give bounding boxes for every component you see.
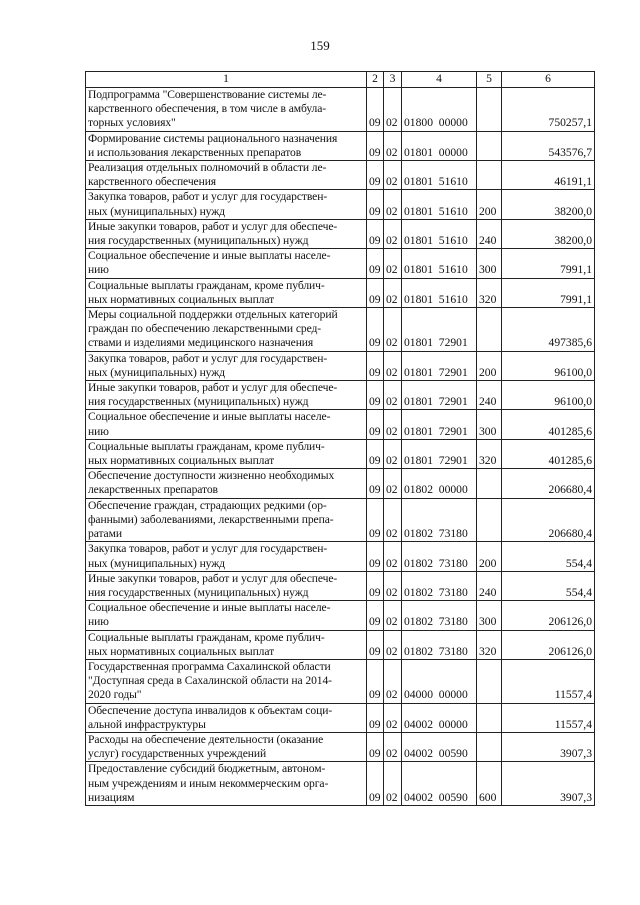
item-name: Обеспечение граждан, страдающих редкими (ор- фанными) заболеваниями, лекарственными препа- ратами: [86, 498, 367, 542]
column-header-5: 5: [477, 72, 502, 88]
item-name: Социальные выплаты гражданам, кроме публич- ных нормативных социальных выплат: [86, 630, 367, 659]
expense-type-code: [477, 469, 502, 498]
target-article-code: 01802 73180: [402, 498, 477, 542]
item-name: Социальное обеспечение и иные выплаты населе- нию: [86, 249, 367, 278]
amount: 7991,1: [502, 278, 595, 307]
subsection-code: 02: [384, 630, 402, 659]
target-article-code: 01802 00000: [402, 469, 477, 498]
item-name: Закупка товаров, работ и услуг для государствен- ных (муниципальных) нужд: [86, 190, 367, 219]
section-code: 09: [367, 278, 384, 307]
target-article-code: 01801 51610: [402, 249, 477, 278]
subsection-code: 02: [384, 469, 402, 498]
expense-type-code: [477, 498, 502, 542]
table-row: [86, 219, 595, 248]
amount: 401285,6: [502, 439, 595, 468]
subsection-code: 02: [384, 601, 402, 630]
expense-type-code: 240: [477, 219, 502, 248]
amount: 38200,0: [502, 219, 595, 248]
table-row: [86, 249, 595, 278]
amount: 206126,0: [502, 601, 595, 630]
target-article-code: 01801 72901: [402, 351, 477, 380]
section-code: 09: [367, 351, 384, 380]
column-header-1: 1: [86, 72, 367, 88]
expense-type-code: [477, 88, 502, 132]
amount: 554,4: [502, 571, 595, 600]
subsection-code: 02: [384, 762, 402, 806]
subsection-code: 02: [384, 131, 402, 160]
subsection-code: 02: [384, 410, 402, 439]
subsection-code: 02: [384, 498, 402, 542]
expense-type-code: 600: [477, 762, 502, 806]
subsection-code: 02: [384, 659, 402, 703]
column-header-4: 4: [402, 72, 477, 88]
item-name: Социальное обеспечение и иные выплаты населе- нию: [86, 601, 367, 630]
budget-table: [85, 71, 595, 806]
table-row: [86, 161, 595, 190]
column-header-2: 2: [367, 72, 384, 88]
table-row: [86, 308, 595, 352]
target-article-code: 01802 73180: [402, 542, 477, 571]
table-row: [86, 762, 595, 806]
section-code: 09: [367, 571, 384, 600]
section-code: 09: [367, 703, 384, 732]
amount: 11557,4: [502, 659, 595, 703]
section-code: 09: [367, 469, 384, 498]
subsection-code: 02: [384, 249, 402, 278]
section-code: 09: [367, 630, 384, 659]
table-row: [86, 410, 595, 439]
amount: 206680,4: [502, 498, 595, 542]
item-name: Социальные выплаты гражданам, кроме публич- ных нормативных социальных выплат: [86, 439, 367, 468]
expense-type-code: 320: [477, 630, 502, 659]
target-article-code: 04002 00000: [402, 703, 477, 732]
expense-type-code: [477, 703, 502, 732]
expense-type-code: 300: [477, 249, 502, 278]
expense-type-code: 300: [477, 410, 502, 439]
section-code: 09: [367, 131, 384, 160]
expense-type-code: 300: [477, 601, 502, 630]
target-article-code: 04000 00000: [402, 659, 477, 703]
target-article-code: 01801 51610: [402, 219, 477, 248]
table-row: [86, 88, 595, 132]
amount: 206680,4: [502, 469, 595, 498]
target-article-code: 01801 72901: [402, 308, 477, 352]
item-name: Обеспечение доступности жизненно необходимых лекарственных препаратов: [86, 469, 367, 498]
table-row: [86, 439, 595, 468]
amount: 3907,3: [502, 762, 595, 806]
expense-type-code: [477, 659, 502, 703]
item-name: Предоставление субсидий бюджетным, автоном- ным учреждениям и иным некоммерческим орга- низациям: [86, 762, 367, 806]
table-row: [86, 542, 595, 571]
item-name: Закупка товаров, работ и услуг для государствен- ных (муниципальных) нужд: [86, 351, 367, 380]
section-code: 09: [367, 381, 384, 410]
column-header-6: 6: [502, 72, 595, 88]
subsection-code: 02: [384, 732, 402, 761]
table-row: [86, 732, 595, 761]
item-name: Закупка товаров, работ и услуг для государствен- ных (муниципальных) нужд: [86, 542, 367, 571]
subsection-code: 02: [384, 278, 402, 307]
expense-type-code: [477, 732, 502, 761]
item-name: Иные закупки товаров, работ и услуг для обеспече- ния государственных (муниципальных) нужд: [86, 219, 367, 248]
page-number: 159: [310, 38, 330, 53]
amount: 497385,6: [502, 308, 595, 352]
item-name: Иные закупки товаров, работ и услуг для обеспече- ния государственных (муниципальных) нужд: [86, 381, 367, 410]
section-code: 09: [367, 762, 384, 806]
section-code: 09: [367, 601, 384, 630]
amount: 96100,0: [502, 381, 595, 410]
column-header-3: 3: [384, 72, 402, 88]
amount: 96100,0: [502, 351, 595, 380]
item-name: Подпрограмма "Совершенствование системы ле- карственного обеспечения, в том числе в амбула- торных условиях": [86, 88, 367, 132]
target-article-code: 01800 00000: [402, 88, 477, 132]
table-row: [86, 469, 595, 498]
table-row: [86, 278, 595, 307]
table-row: [86, 131, 595, 160]
subsection-code: 02: [384, 703, 402, 732]
subsection-code: 02: [384, 381, 402, 410]
target-article-code: 01801 72901: [402, 439, 477, 468]
subsection-code: 02: [384, 542, 402, 571]
expense-type-code: 320: [477, 278, 502, 307]
section-code: 09: [367, 410, 384, 439]
expense-type-code: 200: [477, 351, 502, 380]
table-header: [86, 72, 595, 88]
expense-type-code: 240: [477, 381, 502, 410]
subsection-code: 02: [384, 219, 402, 248]
expense-type-code: 200: [477, 542, 502, 571]
target-article-code: 01801 72901: [402, 410, 477, 439]
amount: 206126,0: [502, 630, 595, 659]
item-name: Меры социальной поддержки отдельных категорий граждан по обеспечению лекарственными сред- ствами и изделиями медицинского назначения: [86, 308, 367, 352]
section-code: 09: [367, 439, 384, 468]
subsection-code: 02: [384, 190, 402, 219]
amount: 11557,4: [502, 703, 595, 732]
target-article-code: 01802 73180: [402, 601, 477, 630]
expense-type-code: 200: [477, 190, 502, 219]
target-article-code: 04002 00590: [402, 732, 477, 761]
item-name: Обеспечение доступа инвалидов к объектам соци- альной инфраструктуры: [86, 703, 367, 732]
table-row: [86, 703, 595, 732]
table-row: [86, 601, 595, 630]
subsection-code: 02: [384, 161, 402, 190]
section-code: 09: [367, 308, 384, 352]
item-name: Государственная программа Сахалинской области "Доступная среда в Сахалинской области на 2014- 2020 годы": [86, 659, 367, 703]
item-name: Иные закупки товаров, работ и услуг для обеспече- ния государственных (муниципальных) нужд: [86, 571, 367, 600]
expense-type-code: 320: [477, 439, 502, 468]
section-code: 09: [367, 732, 384, 761]
subsection-code: 02: [384, 351, 402, 380]
section-code: 09: [367, 161, 384, 190]
target-article-code: 01801 51610: [402, 161, 477, 190]
subsection-code: 02: [384, 439, 402, 468]
amount: 3907,3: [502, 732, 595, 761]
item-name: Расходы на обеспечение деятельности (оказание услуг) государственных учреждений: [86, 732, 367, 761]
subsection-code: 02: [384, 571, 402, 600]
amount: 46191,1: [502, 161, 595, 190]
target-article-code: 04002 00590: [402, 762, 477, 806]
section-code: 09: [367, 219, 384, 248]
subsection-code: 02: [384, 308, 402, 352]
target-article-code: 01802 73180: [402, 630, 477, 659]
section-code: 09: [367, 659, 384, 703]
target-article-code: 01801 00000: [402, 131, 477, 160]
target-article-code: 01801 72901: [402, 381, 477, 410]
table-row: [86, 659, 595, 703]
target-article-code: 01801 51610: [402, 278, 477, 307]
table-row: [86, 190, 595, 219]
table-body: [86, 88, 595, 806]
amount: 554,4: [502, 542, 595, 571]
amount: 750257,1: [502, 88, 595, 132]
table-row: [86, 381, 595, 410]
target-article-code: 01802 73180: [402, 571, 477, 600]
expense-type-code: [477, 131, 502, 160]
item-name: Социальное обеспечение и иные выплаты населе- нию: [86, 410, 367, 439]
item-name: Социальные выплаты гражданам, кроме публич- ных нормативных социальных выплат: [86, 278, 367, 307]
header-row: [86, 72, 595, 88]
amount: 543576,7: [502, 131, 595, 160]
expense-type-code: [477, 161, 502, 190]
table-row: [86, 498, 595, 542]
section-code: 09: [367, 190, 384, 219]
subsection-code: 02: [384, 88, 402, 132]
section-code: 09: [367, 542, 384, 571]
target-article-code: 01801 51610: [402, 190, 477, 219]
section-code: 09: [367, 498, 384, 542]
table-row: [86, 630, 595, 659]
amount: 7991,1: [502, 249, 595, 278]
amount: 38200,0: [502, 190, 595, 219]
expense-type-code: [477, 308, 502, 352]
expense-type-code: 240: [477, 571, 502, 600]
section-code: 09: [367, 249, 384, 278]
table-row: [86, 571, 595, 600]
amount: 401285,6: [502, 410, 595, 439]
section-code: 09: [367, 88, 384, 132]
item-name: Формирование системы рационального назначения и использования лекарственных препаратов: [86, 131, 367, 160]
table-row: [86, 351, 595, 380]
item-name: Реализация отдельных полномочий в области ле- карственного обеспечения: [86, 161, 367, 190]
